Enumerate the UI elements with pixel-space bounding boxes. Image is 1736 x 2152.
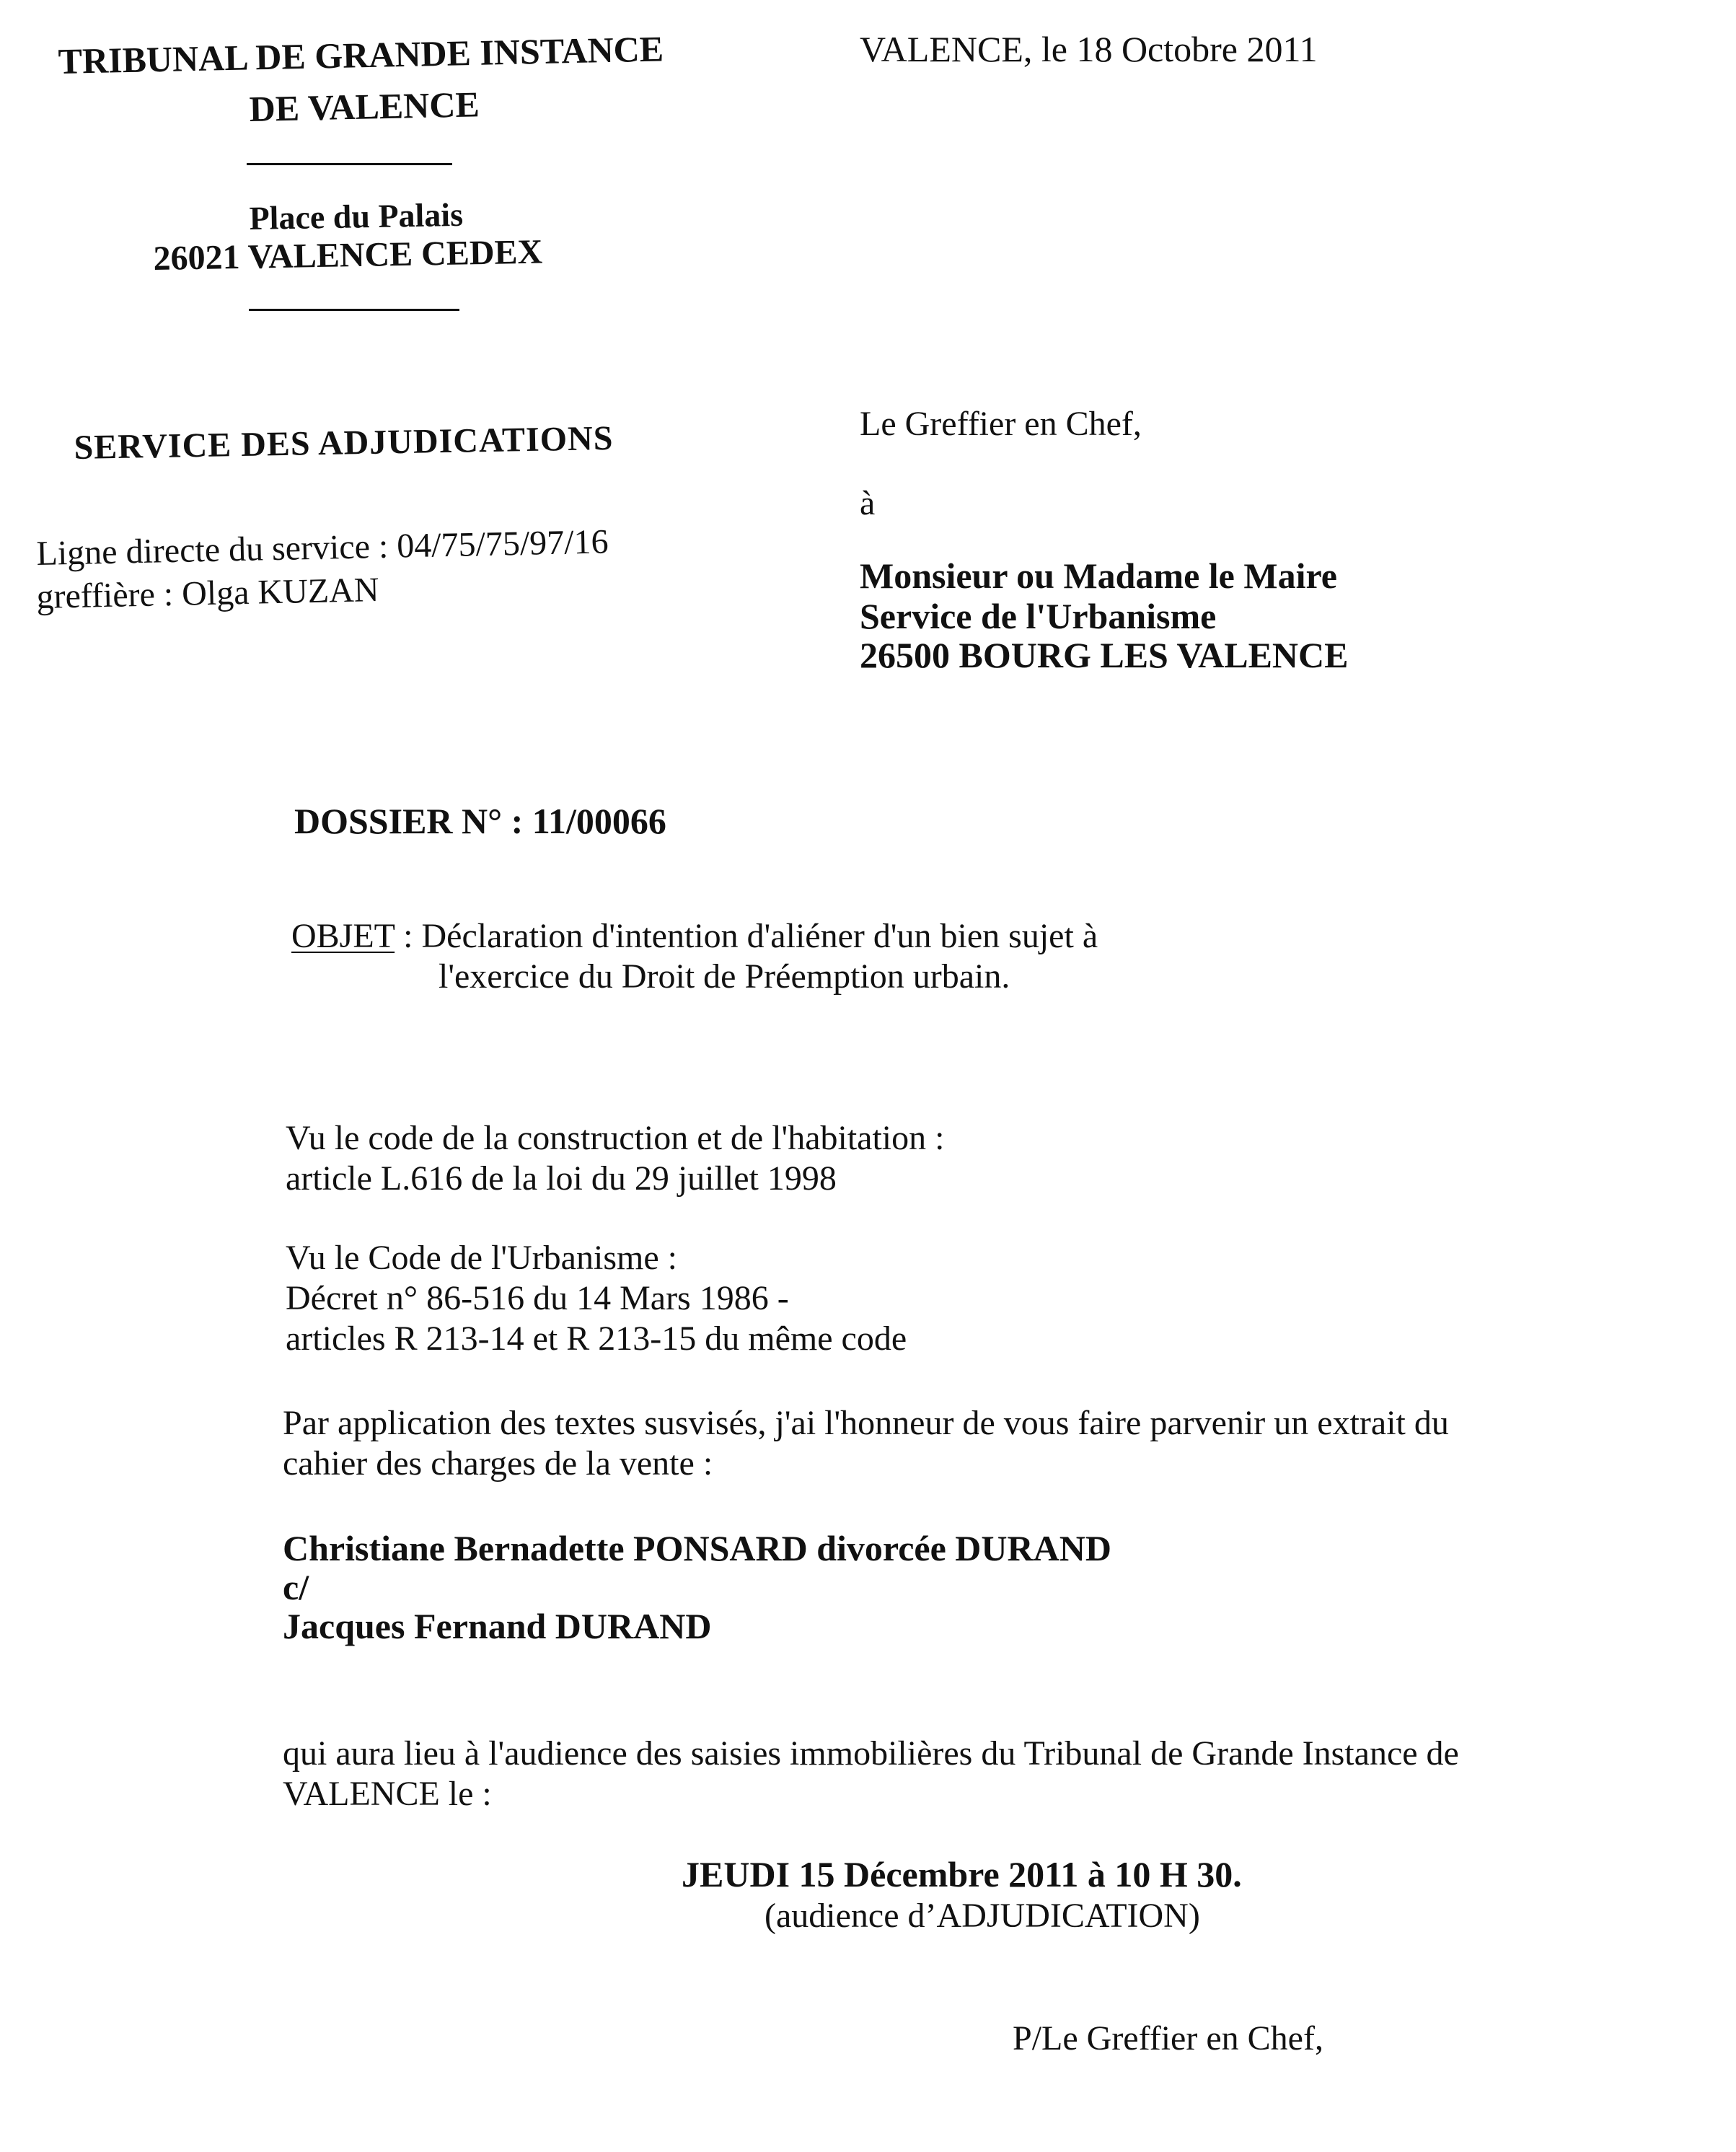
header-divider-2: [249, 309, 459, 311]
objet-label: OBJET: [291, 917, 395, 955]
objet-text-line1: Déclaration d'intention d'aliéner d'un bien sujet à: [421, 917, 1098, 955]
para3-line2: cahier des charges de la vente :: [283, 1444, 713, 1483]
para1-line1: Vu le code de la construction et de l'habitation :: [286, 1119, 945, 1157]
date-line: VALENCE, le 18 Octobre 2011: [860, 29, 1318, 69]
clerk-name-line: greffière : Olga KUZAN: [36, 571, 379, 616]
para2-line2: Décret n° 86-516 du 14 Mars 1986 -: [286, 1279, 789, 1317]
para4-line1: qui aura lieu à l'audience des saisies immobilières du Tribunal de Grande Instance de: [283, 1734, 1459, 1773]
para1-line2: article L.616 de la loi du 29 juillet 1998: [286, 1159, 837, 1198]
addressee-preposition: à: [860, 484, 876, 522]
dossier-number: DOSSIER N° : 11/00066: [294, 801, 666, 841]
party-plaintiff: Christiane Bernadette PONSARD divorcée DURAND: [283, 1528, 1111, 1568]
court-address-line2: 26021 VALENCE CEDEX: [153, 232, 543, 278]
service-name: SERVICE DES ADJUDICATIONS: [74, 418, 614, 467]
service-phone-line: Ligne directe du service : 04/75/75/97/16: [36, 522, 609, 573]
objet-separator: :: [395, 917, 422, 955]
party-defendant: Jacques Fernand DURAND: [283, 1606, 712, 1646]
sender-title: Le Greffier en Chef,: [860, 405, 1142, 443]
court-name-line2: DE VALENCE: [249, 84, 480, 129]
recipient-line3: 26500 BOURG LES VALENCE: [860, 635, 1349, 675]
para2-line1: Vu le Code de l'Urbanisme :: [286, 1239, 677, 1277]
para4-line2: VALENCE le :: [283, 1775, 492, 1813]
objet-text-line2: l'exercice du Droit de Préemption urbain.: [439, 957, 1010, 996]
para3-line1: Par application des textes susvisés, j'ai l'honneur de vous faire parvenir un extrait du: [283, 1404, 1449, 1442]
court-name-line1: TRIBUNAL DE GRANDE INSTANCE: [58, 28, 664, 82]
hearing-date: JEUDI 15 Décembre 2011 à 10 H 30.: [682, 1854, 1242, 1894]
para2-line3: articles R 213-14 et R 213-15 du même code: [286, 1319, 907, 1358]
header-divider-1: [247, 163, 452, 165]
hearing-type: (audience d’ADJUDICATION): [765, 1897, 1200, 1935]
recipient-line2: Service de l'Urbanisme: [860, 596, 1217, 636]
versus-mark: c/: [283, 1567, 309, 1607]
court-address-line1: Place du Palais: [249, 196, 464, 237]
signature-line: P/Le Greffier en Chef,: [1013, 2019, 1323, 2057]
objet-line1: [291, 916, 1098, 957]
recipient-line1: Monsieur ou Madame le Maire: [860, 555, 1337, 596]
